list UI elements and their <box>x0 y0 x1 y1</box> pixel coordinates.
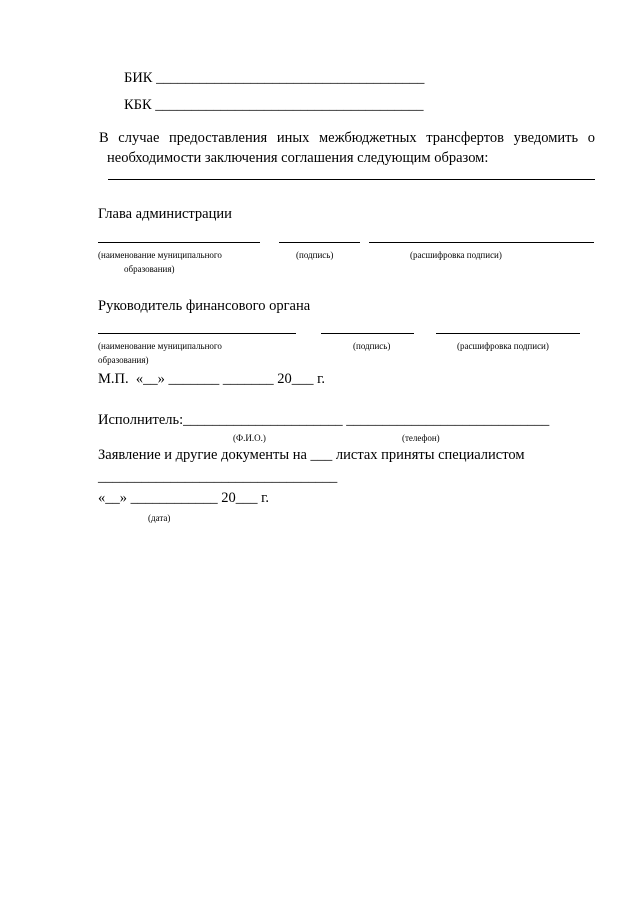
specialist-signature-line: _________________________________ <box>98 469 338 485</box>
kbk-line: КБК _____________________________________ <box>124 97 424 113</box>
head-admin-caption-name-cont: образования) <box>124 264 175 274</box>
fin-head-decoding-line <box>436 333 580 334</box>
head-admin-caption-signature: (подпись) <box>296 250 334 260</box>
fin-head-caption-name-cont: образования) <box>98 355 149 365</box>
head-admin-title: Глава администрации <box>98 206 232 222</box>
executor-caption-fio: (Ф.И.О.) <box>233 433 266 443</box>
stamp-date-line: М.П. «__» _______ _______ 20___ г. <box>98 371 326 387</box>
fin-head-title: Руководитель финансового органа <box>98 298 311 314</box>
head-admin-signature-line <box>279 242 360 243</box>
received-caption-date: (дата) <box>148 513 171 523</box>
fin-head-caption-decoding: (расшифровка подписи) <box>457 341 549 351</box>
notice-paragraph: В случае предоставления иных межбюджетных трансфертов уведомить о необходимости заключения соглашения следующим образом: <box>99 130 595 166</box>
received-date-line: «__» ____________ 20___ г. <box>98 490 270 506</box>
executor-line: Исполнитель:______________________ ____________________________ <box>98 412 550 428</box>
executor-caption-phone: (телефон) <box>402 433 440 443</box>
head-admin-caption-decoding: (расшифровка подписи) <box>410 250 502 260</box>
received-statement: Заявление и другие документы на ___ листах приняты специалистом <box>98 447 525 463</box>
fin-head-caption-signature: (подпись) <box>353 341 391 351</box>
head-admin-caption-name: (наименование муниципального <box>98 250 222 260</box>
fin-head-name-line <box>98 333 296 334</box>
blank-rule <box>108 179 595 180</box>
fin-head-caption-name: (наименование муниципального <box>98 341 222 351</box>
bik-line: БИК _____________________________________ <box>124 70 425 86</box>
head-admin-name-line <box>98 242 260 243</box>
head-admin-decoding-line <box>369 242 594 243</box>
fin-head-signature-line <box>321 333 414 334</box>
